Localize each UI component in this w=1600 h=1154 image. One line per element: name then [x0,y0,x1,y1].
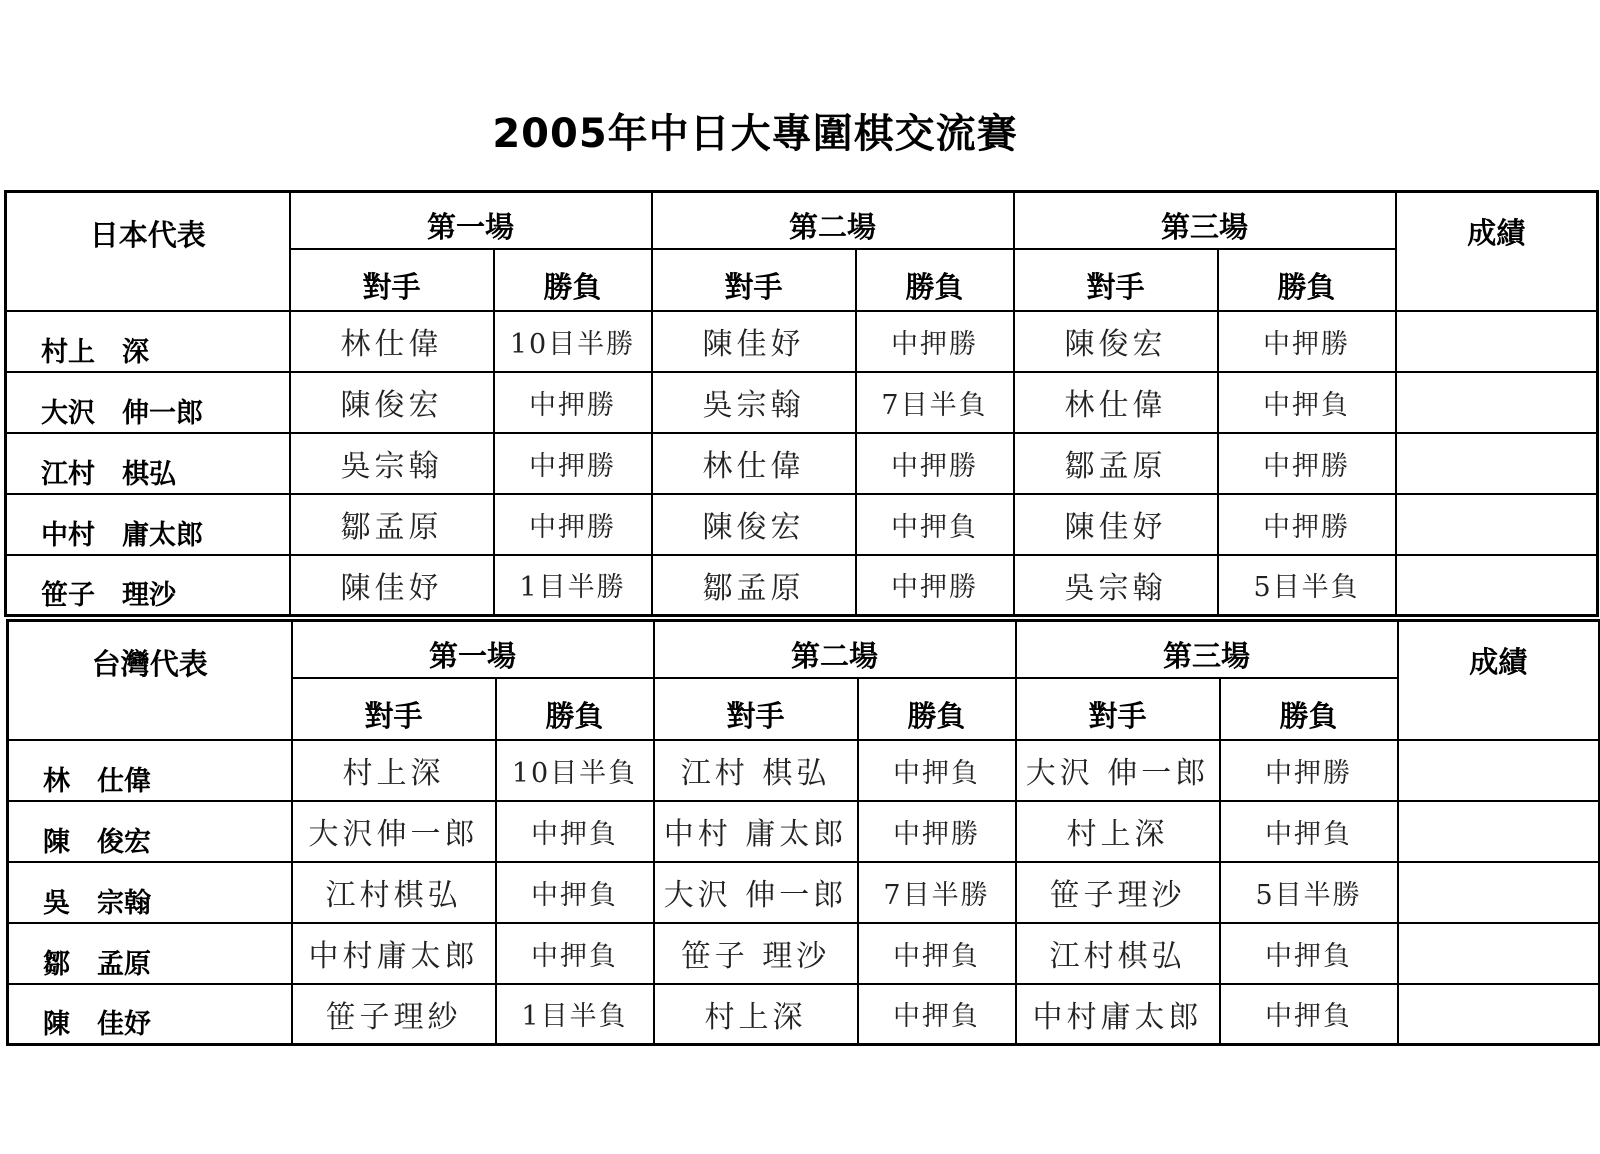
result-header: 勝負 [858,678,1016,740]
opponent-cell: 村上深 [1016,801,1220,862]
player-name: 村上 深 [6,311,290,372]
result-cell: 中押勝 [858,801,1016,862]
result-cell: 中押勝 [856,311,1014,372]
result-cell: 中押勝 [494,372,652,433]
result-cell: 中押勝 [1218,494,1396,555]
taiwan-results-table [6,619,1600,1046]
opponent-header: 對手 [652,249,856,311]
result-cell: 中押負 [496,862,654,923]
opponent-cell: 大沢伸一郎 [292,801,496,862]
opponent-cell: 村上深 [654,984,858,1045]
japan-results-table [4,190,1599,617]
score-cell [1396,494,1598,555]
score-cell [1398,923,1600,984]
result-header: 勝負 [496,678,654,740]
game3-header: 第三場 [1014,192,1396,249]
opponent-cell: 陳俊宏 [652,494,856,555]
table-row [8,740,1600,801]
opponent-cell: 笹子 理沙 [654,923,858,984]
result-cell: 7目半負 [856,372,1014,433]
player-name: 吳 宗翰 [8,862,292,923]
table-row [8,801,1600,862]
result-cell: 5目半負 [1218,555,1396,616]
player-name: 陳 佳妤 [8,984,292,1045]
score-cell [1396,311,1598,372]
result-cell: 10目半勝 [494,311,652,372]
result-cell: 中押勝 [1220,740,1398,801]
score-cell [1396,372,1598,433]
opponent-cell: 大沢 伸一郎 [654,862,858,923]
result-cell: 中押負 [856,494,1014,555]
opponent-cell: 村上深 [292,740,496,801]
opponent-header: 對手 [290,249,494,311]
game2-header: 第二場 [654,621,1016,678]
opponent-cell: 陳佳妤 [652,311,856,372]
table-row [8,923,1600,984]
page-title: 2005年中日大專圍棋交流賽 [492,111,1018,157]
result-cell: 中押負 [858,740,1016,801]
opponent-cell: 笹子理沙 [1016,862,1220,923]
opponent-cell: 陳俊宏 [290,372,494,433]
taiwan-team-header: 台灣代表 [8,621,292,740]
result-cell: 中押勝 [856,555,1014,616]
opponent-cell: 吳宗翰 [290,433,494,494]
score-cell [1398,862,1600,923]
result-cell: 10目半負 [496,740,654,801]
opponent-cell: 陳佳妤 [1014,494,1218,555]
game1-header: 第一場 [290,192,652,249]
table-row [6,433,1598,494]
result-cell: 中押負 [1220,923,1398,984]
opponent-cell: 陳佳妤 [290,555,494,616]
score-header: 成績 [1398,621,1600,740]
result-header: 勝負 [1220,678,1398,740]
result-cell: 中押勝 [494,433,652,494]
result-cell: 7目半勝 [858,862,1016,923]
result-header: 勝負 [1218,249,1396,311]
opponent-header: 對手 [654,678,858,740]
opponent-cell: 鄒孟原 [652,555,856,616]
player-name: 陳 俊宏 [8,801,292,862]
opponent-header: 對手 [292,678,496,740]
result-cell: 5目半勝 [1220,862,1398,923]
player-name: 大沢 伸一郎 [6,372,290,433]
opponent-header: 對手 [1014,249,1218,311]
opponent-cell: 笹子理紗 [292,984,496,1045]
table-row [6,555,1598,616]
opponent-cell: 吳宗翰 [652,372,856,433]
opponent-cell: 吳宗翰 [1014,555,1218,616]
score-cell [1396,433,1598,494]
opponent-cell: 中村 庸太郎 [654,801,858,862]
result-cell: 中押勝 [1218,311,1396,372]
table-row [6,494,1598,555]
opponent-cell: 林仕偉 [290,311,494,372]
opponent-cell: 鄒孟原 [290,494,494,555]
game1-header: 第一場 [292,621,654,678]
score-cell [1398,984,1600,1045]
player-name: 中村 庸太郎 [6,494,290,555]
player-name: 江村 棋弘 [6,433,290,494]
result-cell: 中押負 [496,923,654,984]
player-name: 鄒 孟原 [8,923,292,984]
result-cell: 1目半負 [496,984,654,1045]
result-cell: 1目半勝 [494,555,652,616]
result-cell: 中押負 [1220,984,1398,1045]
opponent-cell: 林仕偉 [1014,372,1218,433]
table-row [6,311,1598,372]
result-cell: 中押勝 [1218,433,1396,494]
result-cell: 中押勝 [494,494,652,555]
game2-header: 第二場 [652,192,1014,249]
opponent-cell: 大沢 伸一郎 [1016,740,1220,801]
result-cell: 中押勝 [856,433,1014,494]
player-name: 笹子 理沙 [6,555,290,616]
game3-header: 第三場 [1016,621,1398,678]
result-cell: 中押負 [1218,372,1396,433]
result-header: 勝負 [494,249,652,311]
opponent-cell: 林仕偉 [652,433,856,494]
result-cell: 中押負 [858,984,1016,1045]
opponent-cell: 中村庸太郎 [1016,984,1220,1045]
opponent-cell: 江村棋弘 [1016,923,1220,984]
score-cell [1398,740,1600,801]
table-row [8,862,1600,923]
score-cell [1396,555,1598,616]
result-cell: 中押負 [1220,801,1398,862]
opponent-cell: 江村棋弘 [292,862,496,923]
opponent-cell: 鄒孟原 [1014,433,1218,494]
opponent-header: 對手 [1016,678,1220,740]
player-name: 林 仕偉 [8,740,292,801]
score-header: 成績 [1396,192,1598,311]
opponent-cell: 中村庸太郎 [292,923,496,984]
result-cell: 中押負 [858,923,1016,984]
result-cell: 中押負 [496,801,654,862]
opponent-cell: 陳俊宏 [1014,311,1218,372]
table-row [6,372,1598,433]
japan-team-header: 日本代表 [6,192,290,311]
score-cell [1398,801,1600,862]
result-header: 勝負 [856,249,1014,311]
table-row [8,984,1600,1045]
opponent-cell: 江村 棋弘 [654,740,858,801]
